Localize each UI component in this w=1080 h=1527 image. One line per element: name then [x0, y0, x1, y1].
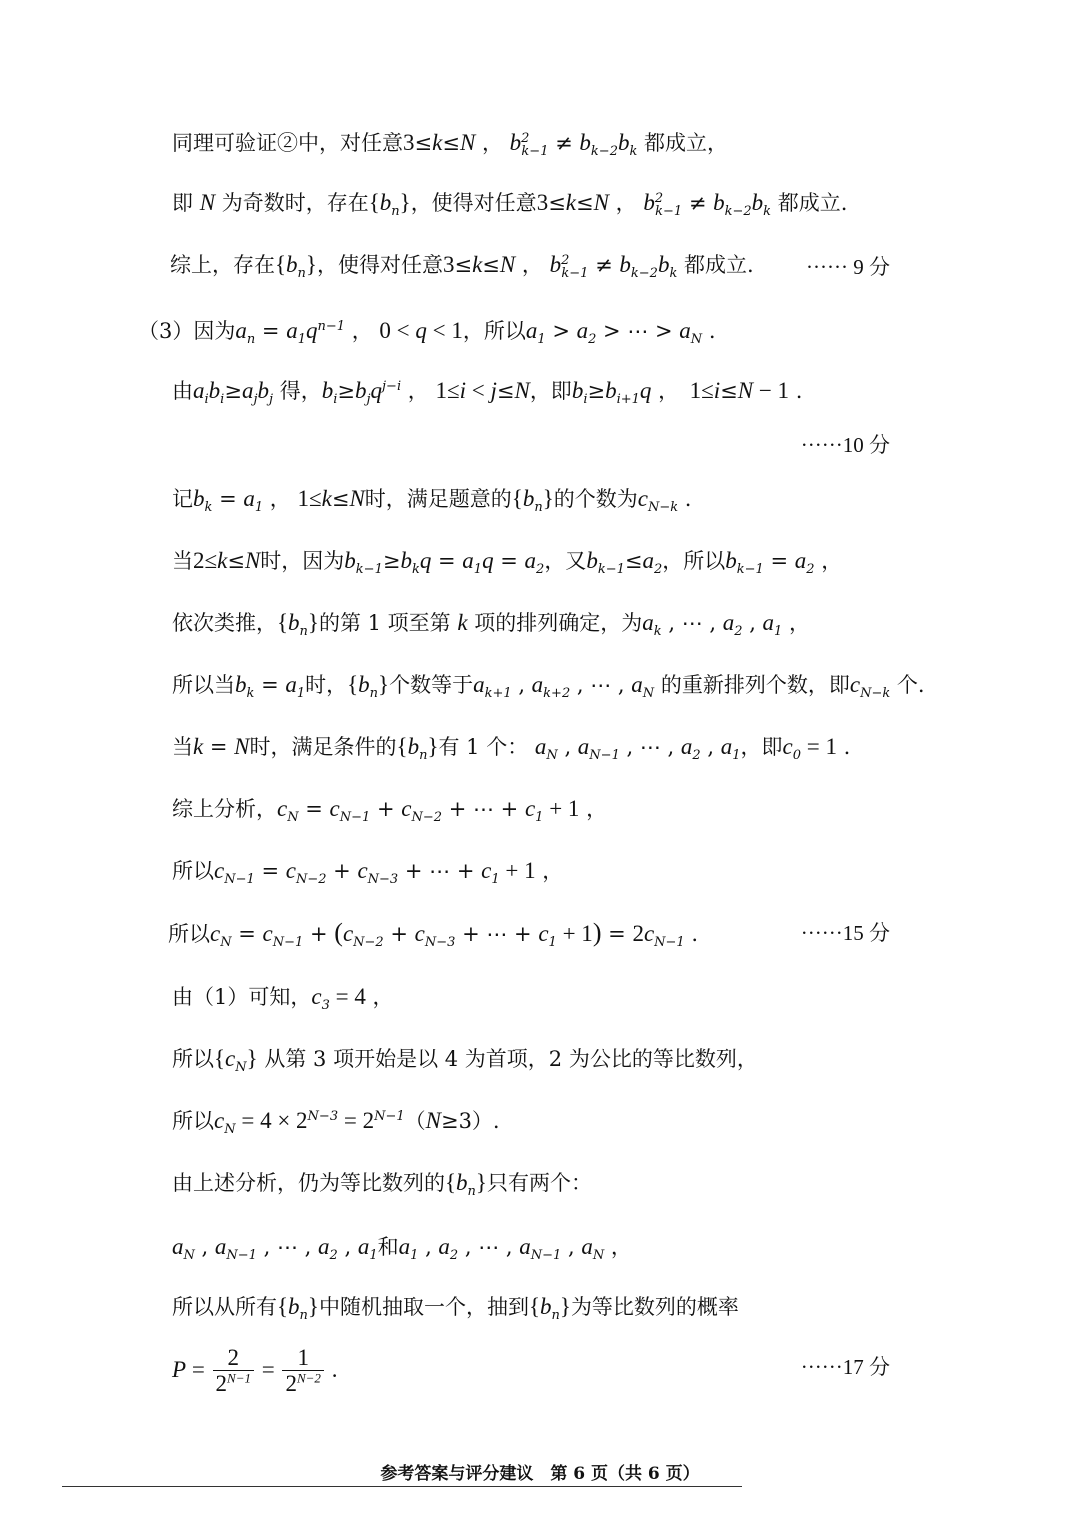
score-10: ······10 分 [800, 433, 890, 457]
score-17: ······17 分 [800, 1355, 890, 1379]
text: ，即 [529, 379, 572, 403]
score-9: ······ 9 分 [806, 255, 890, 279]
text: 同理可验证②中，对任意 [172, 131, 403, 155]
text: ，所以 [662, 549, 726, 573]
text: 所以当 [172, 673, 235, 697]
text: 所以 [172, 859, 214, 883]
line-15: 所以$\{c_N\}$ 从第 3 项开始是以 4 为首项，2 为公比的等比数列， [172, 1046, 758, 1076]
text: ，所以 [462, 319, 526, 343]
text: 为奇数时，存在 [221, 191, 369, 215]
text: （3）因为 [138, 319, 236, 343]
line-16: 所以$c_N = 4 \times 2^{N-3} = 2^{N-1}(N\ge 3)$. [172, 1108, 500, 1138]
text: 时，满足题意的 [364, 487, 512, 511]
text: 综上分析， [172, 797, 277, 821]
line-19: 所以从所有$\{b_n\}$中随机抽取一个，抽到$\{b_n\}$为等比数列的概率 [172, 1294, 739, 1324]
text: 个. [896, 673, 925, 697]
fraction: $\frac{2}{2^{N-1}}$ [213, 1346, 254, 1397]
text: 即 [172, 191, 193, 215]
text: ，使得对任意 [410, 191, 537, 215]
text: 由（1）可知， [172, 985, 312, 1009]
text: 中随机抽取一个，抽到 [318, 1295, 529, 1319]
text: 的第 1 项至第 [318, 611, 451, 635]
text: 都成立. [684, 253, 754, 277]
line-13: 所以$c_N = c_{N-1} + (c_{N-2} + c_{N-3}$ + ⋯ + $c_1 + 1) = 2c_{N-1}$ . [168, 918, 699, 951]
text: 所以 [172, 1109, 214, 1133]
text: 都成立. [777, 191, 848, 215]
line-8: 依次类推，$\{b_n\}$的第 1 项至第 k 项的排列确定，为$a_k$ , ⋯ , $a_2$ , $a_1$ ， [172, 610, 811, 640]
text: 所以从所有 [172, 1295, 277, 1319]
text: 综上，存在 [170, 253, 275, 277]
line-9: 所以当$b_k = a_1$时，$\{b_n\}$个数等于$a_{k+1}$ , $a_{k+2}$ , ⋯ , $a_N$ 的重新排列个数，即$c_{N-k}$ 个. [172, 672, 925, 702]
text: 记 [172, 487, 193, 511]
line-3: 综上，存在$\{b_n\}$，使得对任意3≤k≤N ， $b^2_{k-1} \ne b_{k-2}b_k$ 都成立. [170, 252, 754, 282]
line-2: 即 N 为奇数时，存在$\{b_n\}$，使得对任意3≤k≤N ， $b^2_{k-1} \ne b_{k-2}b_k$ 都成立. [172, 190, 848, 220]
line-1: 同理可验证②中，对任意3≤k≤N ， $b^2_{k-1} \ne b_{k-2}b_k$ 都成立， [172, 130, 729, 160]
text: 的个数为 [553, 487, 638, 511]
fraction: $\frac{1}{2^{N-2}}$ [282, 1346, 323, 1397]
text: 由上述分析，仍为等比数列的 [172, 1171, 445, 1195]
line-10: 当k = N时，满足条件的$\{b_n\}$有 1 个： $a_N$ , $a_{N-1}$ , ⋯ , $a_2$ , $a_1$，即$c_0 = 1$ . [172, 734, 851, 764]
text: 从第 3 项开始是以 4 为首项，2 为公比的等比数列， [264, 1047, 758, 1071]
text: 项的排列确定，为 [474, 611, 643, 635]
line-17: 由上述分析，仍为等比数列的$\{b_n\}$只有两个： [172, 1170, 592, 1200]
line-11: 综上分析，$c_N = c_{N-1} + c_{N-2}$ + ⋯ + $c_1 + 1$ ， [172, 796, 608, 826]
text: ，又 [544, 549, 587, 573]
text: 的重新排列个数，即 [660, 673, 850, 697]
text: 依次类推， [172, 611, 277, 635]
text: 个数等于 [389, 673, 474, 697]
page-footer: 参考答案与评分建议 第 6 页（共 6 页） [380, 1464, 700, 1484]
text: 由 [172, 379, 193, 403]
line-12: 所以$c_{N-1} = c_{N-2} + c_{N-3}$ + ⋯ + $c_1 + 1$ ， [172, 858, 564, 888]
line-14: 由（1）可知，$c_3 = 4$ ， [172, 984, 394, 1014]
text: 只有两个： [486, 1171, 592, 1195]
text: 时，满足条件的 [249, 735, 397, 759]
text: 有 1 个： [438, 735, 529, 759]
line-6: 记$b_k = a_1$ ， 1≤k≤N时，满足题意的$\{b_n\}$的个数为$c_{N-k}$ . [172, 486, 692, 516]
line-4: （3）因为$a_n = a_1q^{n-1}$ ， 0 < q < 1，所以$a_1 > a_2$ > ⋯ > $a_N$ . [138, 318, 716, 348]
text: 都成立， [644, 131, 729, 155]
text: 所以 [172, 1047, 214, 1071]
text: 得， [279, 379, 322, 403]
probability-formula: P = $\frac{2}{2^{N-1}}$ = $\frac{1}{2^{N-2}}$ . [172, 1345, 338, 1396]
text: 所以 [168, 922, 210, 946]
line-18: $a_N$ , $a_{N-1}$ , ⋯ , $a_2$ , $a_1$和$a_1$ , $a_2$ , ⋯ , $a_{N-1}$ , $a_N$ ， [172, 1234, 632, 1264]
line-7: 当2≤k≤N时，因为$b_{k-1}\ge b_kq = a_1q = a_2$，又$b_{k-1}\le a_2$，所以$b_{k-1} = a_2$ ， [172, 548, 843, 578]
text: 当 [172, 549, 193, 573]
text: ，使得对任意 [316, 253, 443, 277]
text: 时，因为 [260, 549, 345, 573]
footer-rule [62, 1486, 742, 1487]
text: 当 [172, 735, 193, 759]
text: ，即 [740, 735, 783, 759]
text: 时， [305, 673, 348, 697]
text: 为等比数列的概率 [570, 1295, 739, 1319]
score-15: ······15 分 [800, 921, 890, 945]
text: 和 [377, 1235, 399, 1259]
line-5: 由$a_ib_i\ge a_jb_j$ 得，$b_i\ge b_jq^{j-i}$ ， 1≤i < j≤N，即$b_i\ge b_{i+1}q$ ， 1≤i≤N − 1 . [172, 378, 803, 408]
